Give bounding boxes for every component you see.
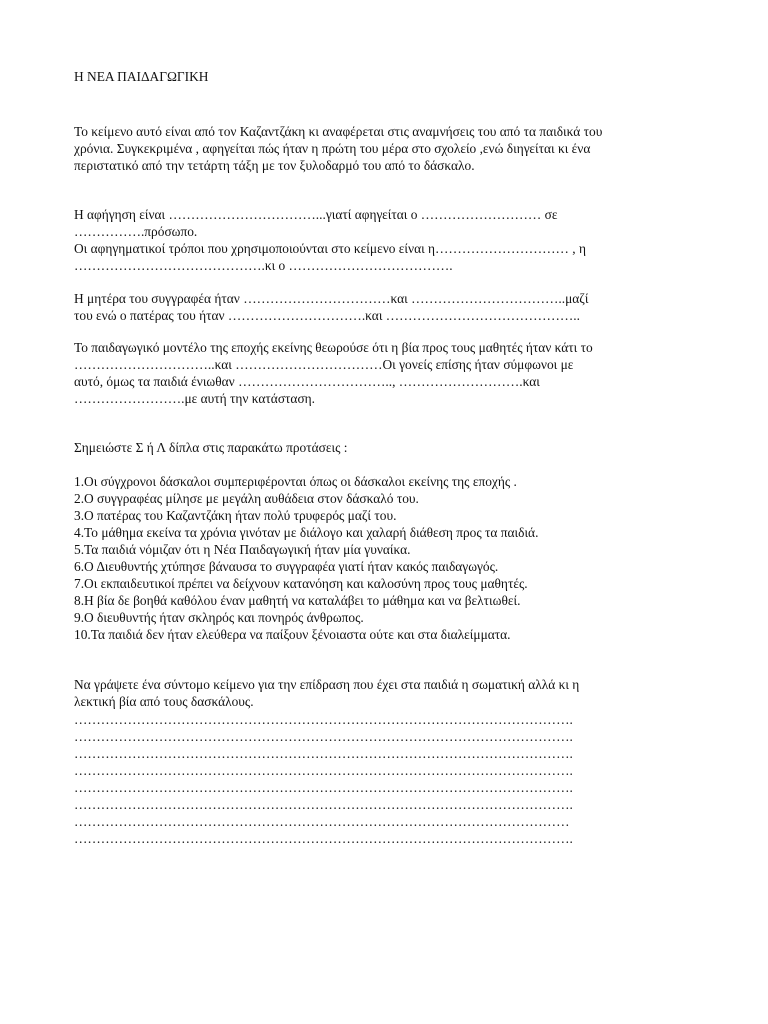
fill-in-line: …………………………………….κι ο ………………………………. — [74, 258, 453, 273]
answer-line: …………………………………………………………………………………………………. — [74, 763, 573, 778]
fill-in-line: …………………….με αυτή την κατάσταση. — [74, 391, 316, 406]
intro-line: Το κείμενο αυτό είναι από τον Καζαντζάκη κι αναφέρεται στις αναμνήσεις του από τα παιδικά του — [74, 124, 603, 139]
essay-prompt-line: λεκτική βία από τους δασκάλους. — [74, 694, 254, 709]
answer-line: ………………………………………………………………………………………………… — [74, 814, 570, 829]
statement-item: 2.Ο συγγραφέας μίλησε με μεγάλη αυθάδεια στον δάσκαλό του. — [74, 491, 419, 506]
statement-item: 9.Ο διευθυντής ήταν σκληρός και πονηρός άνθρωπος. — [74, 610, 364, 625]
intro-line: περιστατικό από την τετάρτη τάξη με τον ξυλοδαρμό του από το δάσκαλο. — [74, 158, 475, 173]
answer-line: …………………………………………………………………………………………………. — [74, 831, 573, 846]
document-title: Η ΝΕΑ ΠΑΙΔΑΓΩΓΙΚΗ — [74, 69, 209, 84]
statement-item: 10.Τα παιδιά δεν ήταν ελεύθερα να παίξουν ξένοιαστα ούτε και στα διαλείμματα. — [74, 627, 511, 642]
statement-item: 8.Η βία δε βοηθά καθόλου έναν μαθητή να καταλάβει το μάθημα και να βελτιωθεί. — [74, 593, 521, 608]
answer-line: …………………………………………………………………………………………………. — [74, 712, 573, 727]
statement-item: 5.Τα παιδιά νόμιζαν ότι η Νέα Παιδαγωγική ήταν μία γυναίκα. — [74, 542, 411, 557]
true-false-instruction: Σημειώστε Σ ή Λ δίπλα στις παρακάτω προτάσεις : — [74, 440, 348, 455]
fill-in-line: …………………………..και ……………………………Οι γονείς επίσης ήταν σύμφωνοι με — [74, 357, 574, 372]
answer-line: …………………………………………………………………………………………………. — [74, 729, 573, 744]
essay-prompt-line: Να γράψετε ένα σύντομο κείμενο για την επίδραση που έχει στα παιδιά η σωματική αλλά κι η — [74, 677, 580, 692]
fill-in-line: Η αφήγηση είναι ……………………………...γιατί αφηγείται ο ……………………… σε — [74, 207, 558, 222]
fill-in-line: του ενώ ο πατέρας του ήταν ………………………….και …………………………………….. — [74, 308, 580, 323]
fill-in-line: Οι αφηγηματικοί τρόποι που χρησιμοποιούνται στο κείμενο είναι η………………………… , η — [74, 241, 586, 256]
fill-in-line: Το παιδαγωγικό μοντέλο της εποχής εκείνης θεωρούσε ότι η βία προς τους μαθητές ήταν κάτι το — [74, 340, 593, 355]
intro-line: χρόνια. Συγκεκριμένα , αφηγείται πώς ήταν η πρώτη του μέρα στο σχολείο ,ενώ διηγείται κι ένα — [74, 141, 591, 156]
fill-in-line: αυτό, όμως τα παιδιά ένιωθαν …………………………….., ……………………….και — [74, 374, 540, 389]
statement-item: 4.Το μάθημα εκείνα τα χρόνια γινόταν με διάλογο και χαλαρή διάθεση προς τα παιδιά. — [74, 525, 539, 540]
fill-in-line: Η μητέρα του συγγραφέα ήταν ……………………………και ……………………………..μαζί — [74, 291, 589, 306]
answer-line: …………………………………………………………………………………………………. — [74, 780, 573, 795]
fill-in-line: …………….πρόσωπο. — [74, 224, 198, 239]
statement-item: 1.Οι σύγχρονοι δάσκαλοι συμπεριφέρονται όπως οι δάσκαλοι εκείνης της εποχής . — [74, 474, 517, 489]
statement-item: 3.Ο πατέρας του Καζαντζάκη ήταν πολύ τρυφερός μαζί του. — [74, 508, 397, 523]
answer-line: …………………………………………………………………………………………………. — [74, 797, 573, 812]
statement-item: 7.Οι εκπαιδευτικοί πρέπει να δείχνουν κατανόηση και καλοσύνη προς τους μαθητές. — [74, 576, 528, 591]
answer-line: …………………………………………………………………………………………………. — [74, 746, 573, 761]
statement-item: 6.Ο Διευθυντής χτύπησε βάναυσα το συγγραφέα γιατί ήταν κακός παιδαγωγός. — [74, 559, 499, 574]
